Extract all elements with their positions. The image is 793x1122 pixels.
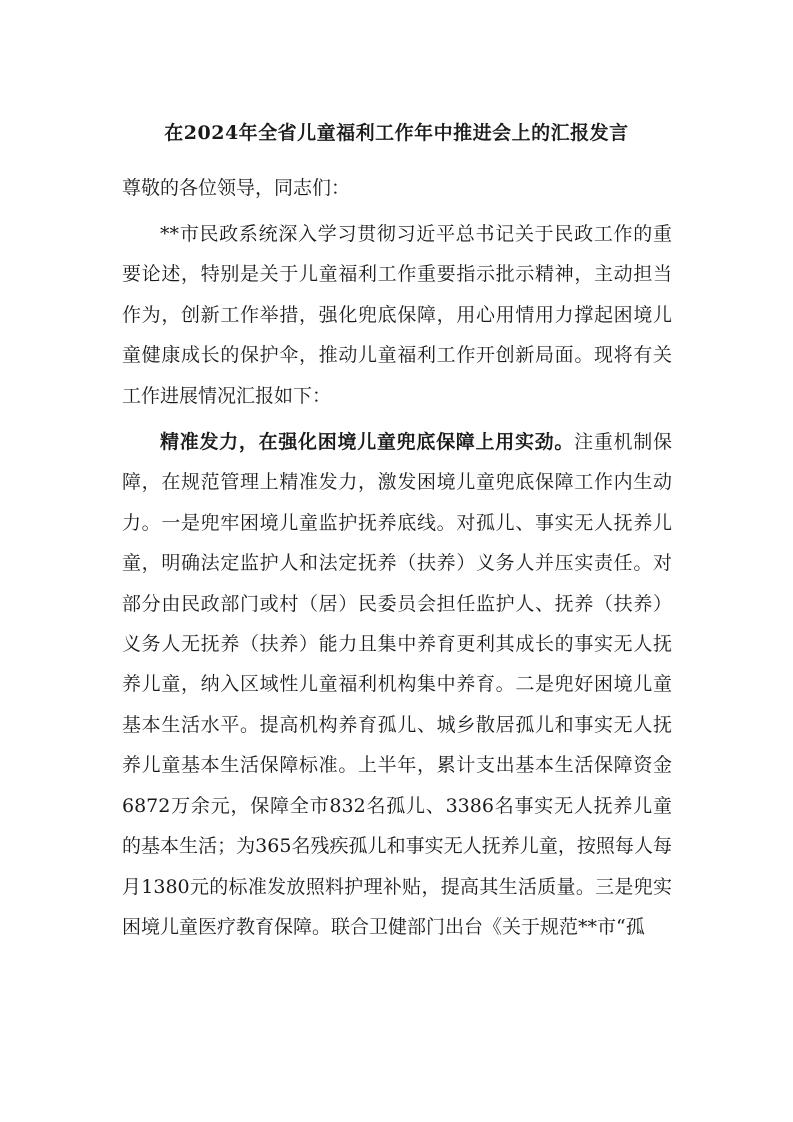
salutation: 尊敬的各位领导，同志们： xyxy=(122,177,351,199)
document-title: 在2024年全省儿童福利工作年中推进会上的汇报发言 xyxy=(164,122,629,144)
document-body xyxy=(122,168,672,953)
intro-paragraph: **市民政系统深入学习贯彻习近平总书记关于民政工作的重要论述，特别是关于儿童福利工作重要指示批示精神，主动担当作为，创新工作举措，强化兜底保障，用心用情用力撑起困境儿童健康成长的保护伞，推动儿童福利工作开创新局面。现将有关工作进展情况汇报如下： xyxy=(122,223,672,407)
section-1-body: 注重机制保障，在规范管理上精准发力，激发困境儿童兜底保障工作内生动力。一是兜牢困境儿童监护抚养底线。对孤儿、事实无人抚养儿童，明确法定监护人和法定抚养（扶养）义务人并压实责任。对部分由民政部门或村（居）民委员会担任监护人、抚养（扶养）义务人无抚养（扶养）能力且集中养育更利其成长的事实无人抚养儿童，纳入区域性儿童福利机构集中养育。二是兜好困境儿童基本生活水平。提高机构养育孤儿、城乡散居孤儿和事实无人抚养儿童基本生活保障标准。上半年，累计支出基本生活保障资金6872万余元，保障全市832名孤儿、3386名事实无人抚养儿童的基本生活；为365名残疾孤儿和事实无人抚养儿童，按照每人每月1380元的标准发放照料护理补贴，提高其生活质量。三是兜实困境儿童医疗教育保障。联合卫健部门出台《关于规范**市“孤 xyxy=(122,431,672,938)
section-1-heading: 精准发力，在强化困境儿童兜底保障上用实劲。 xyxy=(160,431,575,454)
section-1-paragraph xyxy=(122,422,672,947)
